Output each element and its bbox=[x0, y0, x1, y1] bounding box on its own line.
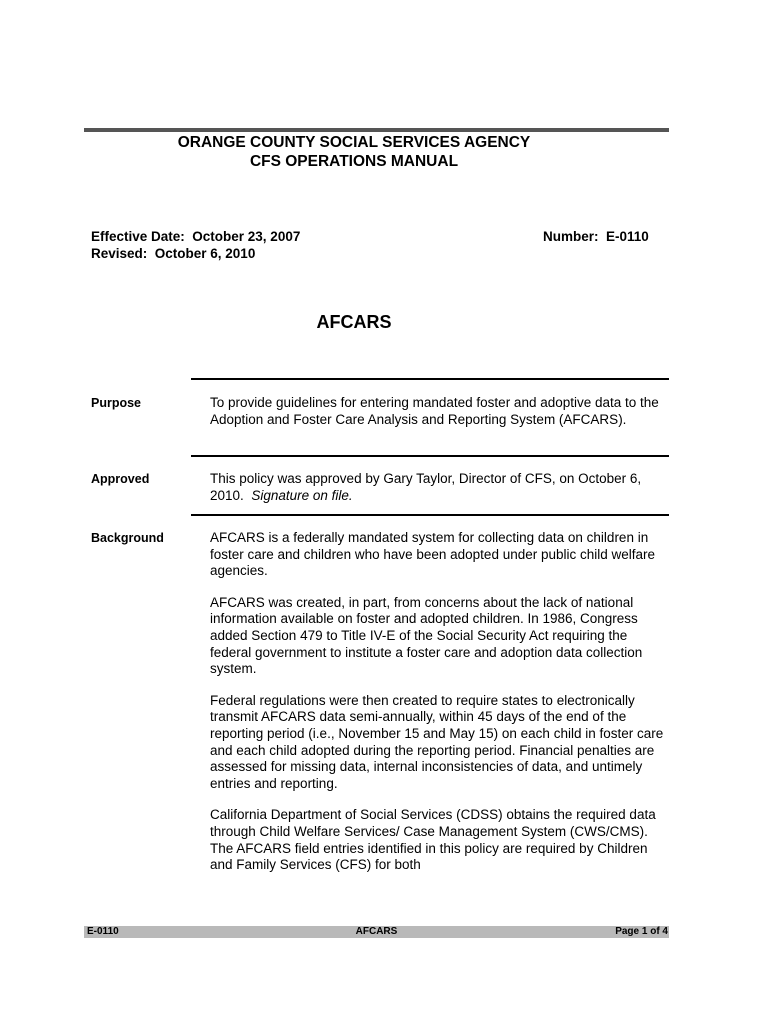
approved-text bbox=[210, 471, 665, 504]
dates-block bbox=[91, 228, 300, 262]
background-paragraph: Federal regulations were then created to require states to electronically transmit AFCARS data semi-annually, within 45 days of the end of the reporting period (i.e., November 15 and May 15) on each child in foster care and each child adopted during the reporting period. Financial penalties are assessed for missing data, internal inconsistencies of data, and untimely entries and reporting. bbox=[210, 692, 664, 791]
background-paragraph: AFCARS was created, in part, from concerns about the lack of national information available on foster and adopted children. In 1986, Congress added Section 479 to Title IV-E of the Social Security Act requiring the federal government to institute a foster care and adoption data collection system. bbox=[210, 594, 643, 677]
purpose-paragraph: To provide guidelines for entering mandated foster and adoptive data to the Adoption and Foster Care Analysis and Reporting System (AFCARS). bbox=[210, 395, 659, 427]
purpose-label: Purpose bbox=[91, 396, 142, 410]
background-paragraph: California Department of Social Services (CDSS) obtains the required data through Child Welfare Services/ Case Management System (CWS/CMS). The AFCARS field entries identified in this policy are required by Children and Family Services (CFS) for both bbox=[210, 807, 656, 873]
section-divider bbox=[191, 514, 669, 516]
document-header bbox=[84, 133, 624, 171]
manual-name: CFS OPERATIONS MANUAL bbox=[249, 153, 459, 170]
header-top-rule bbox=[84, 128, 669, 132]
background-text bbox=[210, 530, 665, 874]
footer-page-number: Page 1 of 4 bbox=[615, 926, 668, 937]
section-divider bbox=[191, 455, 669, 457]
signature-note: Signature on file. bbox=[251, 487, 353, 503]
background-paragraph: AFCARS is a federally mandated system for collecting data on children in foster care and children who have been adopted under public child welfare agencies. bbox=[210, 530, 656, 579]
page-footer bbox=[84, 926, 669, 938]
approved-paragraph bbox=[210, 471, 665, 504]
section-divider bbox=[191, 378, 669, 380]
effective-date: Effective Date: October 23, 2007 bbox=[91, 229, 301, 244]
footer-title: AFCARS bbox=[355, 926, 398, 937]
revised-date: Revised: October 6, 2010 bbox=[91, 246, 256, 261]
purpose-text bbox=[210, 395, 665, 428]
agency-name: ORANGE COUNTY SOCIAL SERVICES AGENCY bbox=[177, 134, 531, 151]
background-label: Background bbox=[91, 531, 164, 545]
approved-statement: This policy was approved by Gary Taylor, Director of CFS, on October 6, 2010. bbox=[210, 471, 642, 503]
footer-policy-number: E-0110 bbox=[87, 926, 119, 937]
policy-title: AFCARS bbox=[316, 312, 392, 332]
policy-number: Number: E-0110 bbox=[543, 229, 649, 244]
approved-label: Approved bbox=[91, 472, 150, 486]
